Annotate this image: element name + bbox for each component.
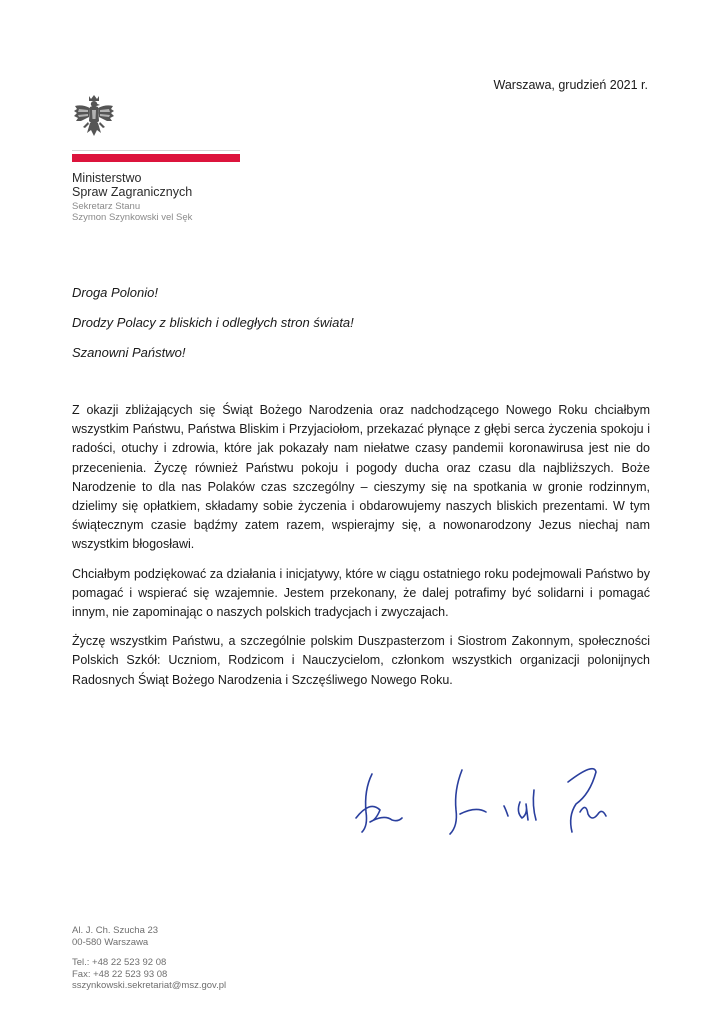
letter-body <box>72 401 650 700</box>
header-divider-thin <box>72 150 240 151</box>
letter-date: Warszawa, grudzień 2021 r. <box>493 78 648 92</box>
footer-contact <box>72 925 226 992</box>
salutation-block <box>72 285 652 375</box>
ministry-block <box>72 171 192 223</box>
ministry-name-line2: Spraw Zagranicznych <box>72 185 193 199</box>
footer-address-street: Al. J. Ch. Szucha 23 <box>72 925 159 936</box>
ministry-name-line1: Ministerstwo <box>72 171 142 185</box>
body-paragraph: Chciałbym podziękować za działania i inicjatywy, które w ciągu ostatniego roku podejmowali Państwo by pomagać i wspierać się wzajemnie. Jestem przekonany, że dalej potrafimy być solidarni i pomagać innym, nie zapominając o naszych polskich tradycjach i zwyczajach. <box>72 566 650 620</box>
footer-address-city: 00-580 Warszawa <box>72 936 149 948</box>
footer-fax: Fax: +48 22 523 93 08 <box>72 968 168 980</box>
body-paragraph: Życzę wszystkim Państwu, a szczególnie polskim Duszpasterzom i Siostrom Zakonnym, społeczności Polskich Szkół: Uczniom, Rodzicom i Nauczycielom, członkom wszystkich organizacji polonijnych Radosnych Świąt Bożego Narodzenia i Szczęśliwego Nowego Roku. <box>72 634 650 687</box>
salutation-line: Droga Polonio! <box>72 285 158 300</box>
body-paragraph: Z okazji zbliżających się Świąt Bożego Narodzenia oraz nadchodzącego Nowego Roku chciałbym wszystkim Państwu, Państwa Bliskim i Przyjaciołom, przekazać płynące z głębi serca życzenia spokoju i radości, otuchy i zdrowia, które jak pokazały nam niełatwe czasy pandemii koronawirusa jest nie do przecenienia. Życzę również Państwu pokoju i pogody ducha oraz czasu dla najbliższych. Boże Narodzenie to dla nas Polaków czas szczególny – cieszymy się na spotkania w gronie rodzinnym, dzielimy się opłatkiem, składamy sobie życzenia i obdarowujemy naszych bliskich prezentami. W tym świątecznym czasie bądźmy zatem razem, wspierajmy się, a nowonarodzony Jezus niechaj nam wszystkim błogosławi. <box>72 403 650 552</box>
sender-role: Sekretarz Stanu <box>72 201 141 212</box>
footer-email: sszynkowski.sekretariat@msz.gov.pl <box>72 980 227 991</box>
header-red-bar <box>72 154 240 162</box>
polish-eagle-icon <box>70 93 118 143</box>
salutation-line: Szanowni Państwo! <box>72 345 186 360</box>
sender-name: Szymon Szynkowski vel Sęk <box>72 212 193 223</box>
footer-telephone: Tel.: +48 22 523 92 08 <box>72 957 167 968</box>
handwritten-signature <box>350 760 640 840</box>
salutation-line: Drodzy Polacy z bliskich i odległych stron świata! <box>72 315 354 330</box>
